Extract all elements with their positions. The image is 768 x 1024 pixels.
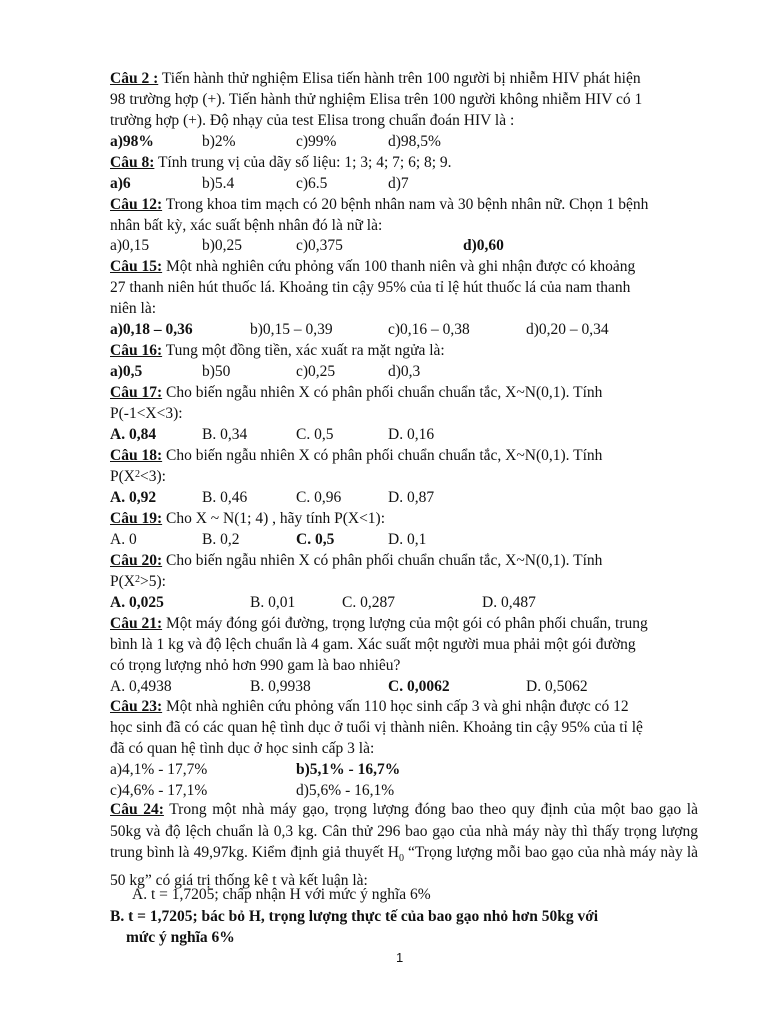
q8-option-a: a)6 <box>110 175 131 192</box>
q2-line1: Câu 2 : Tiến hành thử nghiệm Elisa tiến hành trên 100 người bị nhiễm HIV phát hiện <box>110 70 641 87</box>
q19-option-d: D. 0,1 <box>388 531 427 548</box>
q20-option-d: D. 0,487 <box>482 594 536 611</box>
q12-option-c: c)0,375 <box>296 237 343 254</box>
q8-label: Câu 8: <box>110 154 155 171</box>
q15-line1: Câu 15: Một nhà nghiên cứu phỏng vấn 100 thanh niên và ghi nhận được có khoảng <box>110 258 636 275</box>
q23-line1: Câu 23: Một nhà nghiên cứu phỏng vấn 110 học sinh cấp 3 và ghi nhận được có 12 <box>110 698 629 715</box>
q20-line2: $P(X^2>5)$: <box>110 573 166 590</box>
q2-option-b: b)2% <box>202 133 236 150</box>
q17-option-d: D. 0,16 <box>388 426 435 443</box>
q16-option-a: a)0,5 <box>110 363 143 380</box>
q12-line2: nhân bất kỳ, xác suất bệnh nhân đó là nữ là: <box>110 217 383 234</box>
q18-option-d: D. 0,87 <box>388 489 435 506</box>
q8-option-b: b)5.4 <box>202 175 235 192</box>
q15-line2: 27 thanh niên hút thuốc lá. Khoảng tin cậy 95% của tỉ lệ hút thuốc lá của nam thanh <box>110 279 631 296</box>
q19-label: Câu 19: <box>110 510 163 527</box>
q15-label: Câu 15: <box>110 258 163 275</box>
q18-option-c: C. 0,96 <box>296 489 342 506</box>
q2-label: Câu 2 : <box>110 70 159 87</box>
q24-label: Câu 24: <box>110 801 164 818</box>
q21-label: Câu 21: <box>110 615 163 632</box>
q23-line3: đã có quan hệ tình dục ở học sinh cấp 3 là: <box>110 740 375 757</box>
q12-option-d: d)0,60 <box>463 237 504 254</box>
q2-option-d: d)98,5% <box>388 133 441 150</box>
q17-line2: P(-1<X<3): <box>110 405 183 422</box>
q21-option-d: D. 0,5062 <box>526 678 588 695</box>
q2-option-a: a)98% <box>110 133 154 150</box>
q16-option-d: d)0,3 <box>388 363 421 380</box>
q15-option-a: a)0,18 – 0,36 <box>110 321 193 338</box>
q20-option-b: B. 0,01 <box>250 594 296 611</box>
q18-label: Câu 18: <box>110 447 163 464</box>
q2-option-c: c)99% <box>296 133 337 150</box>
q18-line1: Câu 18: Cho biến ngẫu nhiên X có phân phối chuẩn chuẩn tắc, X~N(0,1). Tính <box>110 447 603 464</box>
q24-option-a: A. t = 1,7205; chấp nhận H với mức ý nghĩa 6% <box>132 886 431 903</box>
q12-label: Câu 12: <box>110 196 163 213</box>
q21-line3: có trọng lượng nhỏ hơn 990 gam là bao nhiêu? <box>110 657 401 674</box>
q12-line1: Câu 12: Trong khoa tim mạch có 20 bệnh nhân nam và 30 bệnh nhân nữ. Chọn 1 bệnh <box>110 196 649 213</box>
q23-option-c: c)4,6% - 17,1% <box>110 782 208 799</box>
q15-line3: niên là: <box>110 300 157 317</box>
q15-option-d: d)0,20 – 0,34 <box>526 321 609 338</box>
q20-label: Câu 20: <box>110 552 163 569</box>
q24-body: Câu 24: Trong một nhà máy gạo, trọng lượng đóng bao theo quy định của một bao gạo là 50kg và độ lệch chuẩn là 0,3 kg. Cân thử 296 bao gạo của nhà máy này thì thấy trọng lượng trung bình là 49,97kg. Kiểm định giả thuyết $H_0$ “Trọng lượng mỗi bao gạo của nhà máy này là 50 kg” có giá trị thống kê t và kết luận là: <box>110 801 699 889</box>
q21-option-c: C. 0,0062 <box>388 678 450 695</box>
q17-option-b: B. 0,34 <box>202 426 248 443</box>
q20-option-c: C. 0,287 <box>342 594 395 611</box>
q19-option-c: C. 0,5 <box>296 531 335 548</box>
q24-option-b-line1: B. t = 1,7205; bác bỏ H, trọng lượng thực tế của bao gạo nhỏ hơn 50kg với <box>110 908 599 925</box>
q15-option-b: b)0,15 – 0,39 <box>250 321 333 338</box>
q16-option-b: b)50 <box>202 363 231 380</box>
q2-line2: 98 trường hợp (+). Tiến hành thử nghiệm Elisa trên 100 người không nhiễm HIV có 1 <box>110 91 643 108</box>
q19-option-a: A. 0 <box>110 531 137 548</box>
q15-option-c: c)0,16 – 0,38 <box>388 321 470 338</box>
q8-option-c: c)6.5 <box>296 175 328 192</box>
q8-option-d: d)7 <box>388 175 409 192</box>
q18-option-b: B. 0,46 <box>202 489 248 506</box>
q18-option-a: A. 0,92 <box>110 489 157 506</box>
q19-line1: Câu 19: Cho X ~ N(1; 4) , hãy tính P(X<1): <box>110 510 386 527</box>
q16-line1: Câu 16: Tung một đồng tiền, xác xuất ra mặt ngửa là: <box>110 342 445 359</box>
q19-option-b: B. 0,2 <box>202 531 240 548</box>
q12-option-a: a)0,15 <box>110 237 150 254</box>
q23-option-b: b)5,1% - 16,7% <box>296 761 401 778</box>
q12-option-b: b)0,25 <box>202 237 243 254</box>
q21-option-b: B. 0,9938 <box>250 678 311 695</box>
q23-line2: học sinh đã có các quan hệ tình dục ở tuổi vị thành niên. Khoảng tin cậy 95% của tỉ lệ <box>110 719 643 736</box>
q16-option-c: c)0,25 <box>296 363 336 380</box>
q24-option-b-line2: mức ý nghĩa 6% <box>126 929 235 946</box>
q23-option-d: d)5,6% - 16,1% <box>296 782 395 799</box>
q8-line1: Câu 8: Tính trung vị của dãy số liệu: 1; 3; 4; 7; 6; 8; 9. <box>110 154 452 171</box>
q23-label: Câu 23: <box>110 698 163 715</box>
q21-line1: Câu 21: Một máy đóng gói đường, trọng lượng của một gói có phân phối chuẩn, trung <box>110 615 648 632</box>
q18-line2: $P(X^2<3)$: <box>110 468 166 485</box>
q20-line1: Câu 20: Cho biến ngẫu nhiên X có phân phối chuẩn chuẩn tắc, X~N(0,1). Tính <box>110 552 603 569</box>
q17-label: Câu 17: <box>110 384 163 401</box>
q21-option-a: A. 0,4938 <box>110 678 172 695</box>
q17-line1: Câu 17: Cho biến ngẫu nhiên X có phân phối chuẩn chuẩn tắc, X~N(0,1). Tính <box>110 384 603 401</box>
page-number: 1 <box>396 950 404 965</box>
q21-line2: bình là 1 kg và độ lệch chuẩn là 4 gam. Xác suất một người mua phải một gói đường <box>110 636 636 653</box>
q17-option-a: A. 0,84 <box>110 426 157 443</box>
q2-line3: trường hợp (+). Độ nhạy của test Elisa trong chuẩn đoán HIV là : <box>110 112 515 129</box>
q23-option-a: a)4,1% - 17,7% <box>110 761 208 778</box>
q16-label: Câu 16: <box>110 342 163 359</box>
q17-option-c: C. 0,5 <box>296 426 334 443</box>
q20-option-a: A. 0,025 <box>110 594 164 611</box>
